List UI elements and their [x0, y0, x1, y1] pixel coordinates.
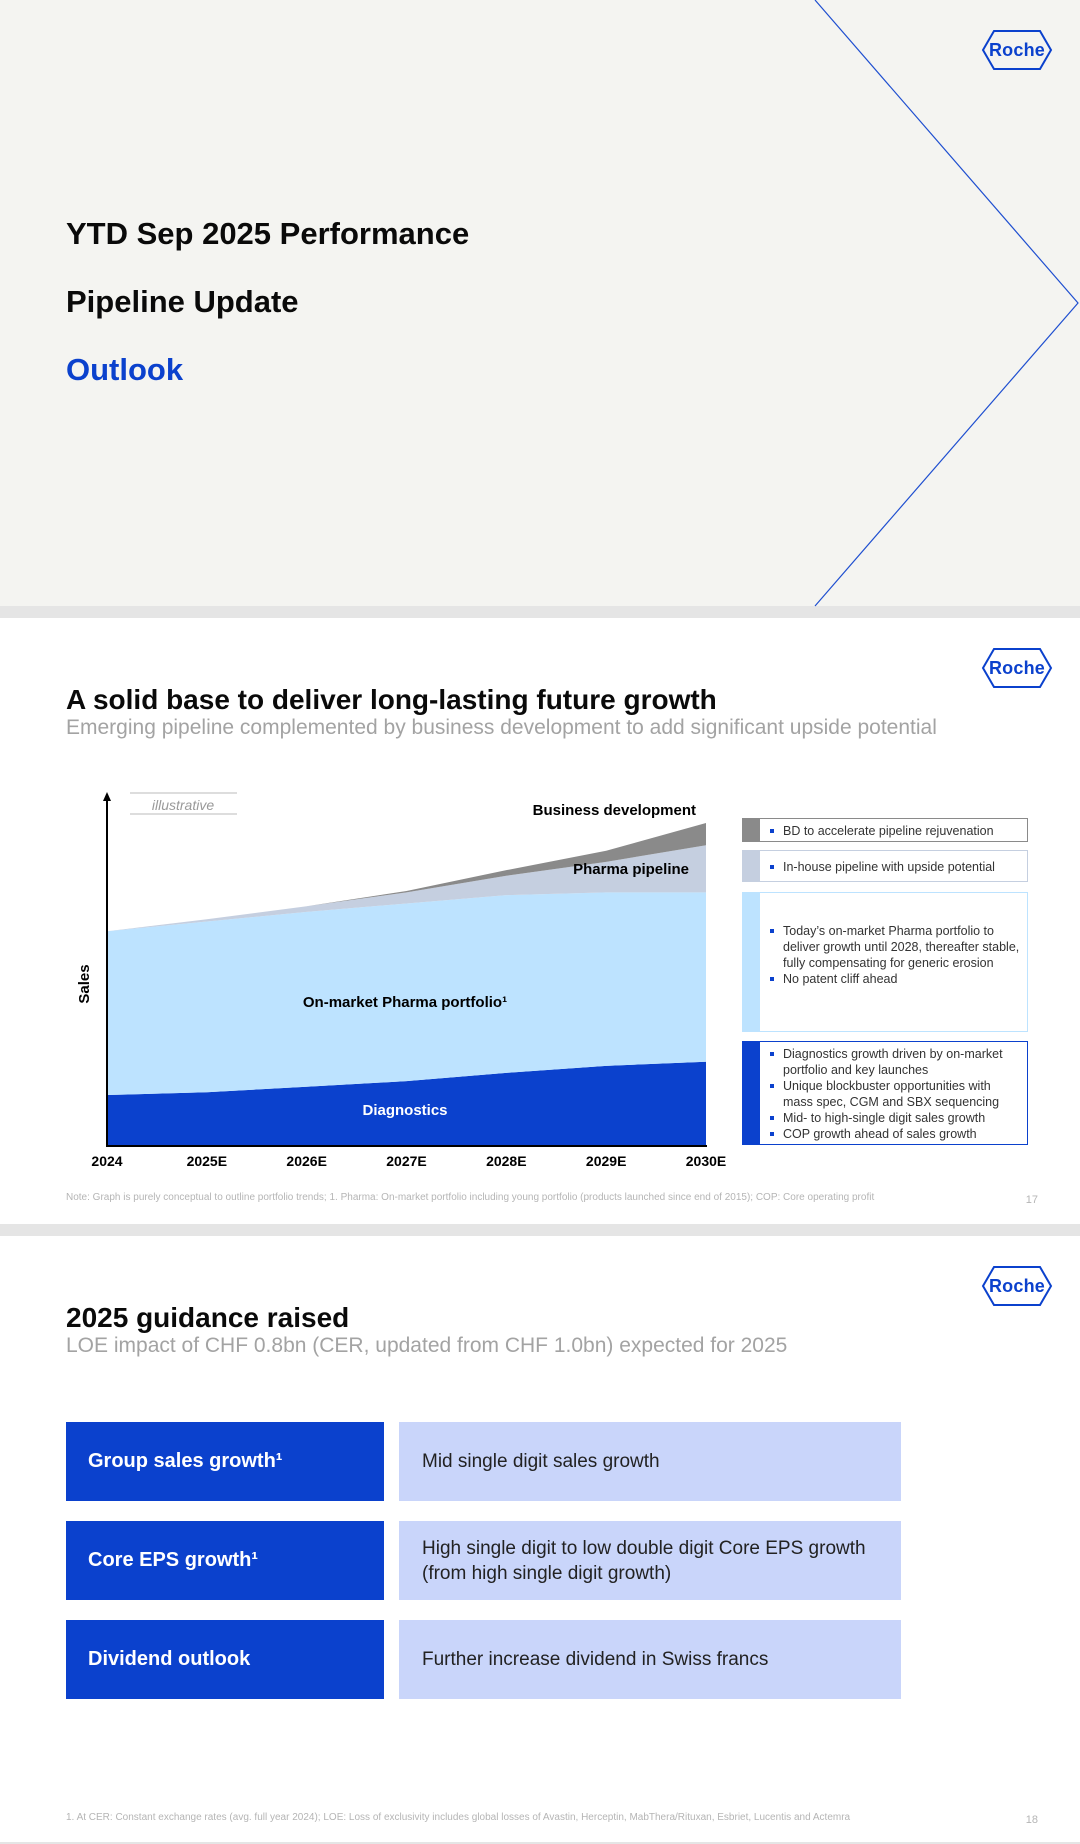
footnote: Note: Graph is purely conceptual to outline portfolio trends; 1. Pharma: On-market portfolio including young portfolio (products launched since end of 2015); COP: Core operating profit [66, 1192, 875, 1203]
legend-box-1 [742, 850, 1028, 882]
illustrative-label: illustrative [151, 797, 215, 813]
logo-text: Roche [988, 1276, 1045, 1296]
legend-swatch [743, 819, 760, 841]
legend-text [769, 923, 1021, 987]
slide-subtitle: LOE impact of CHF 0.8bn (CER, updated from CHF 1.0bn) expected for 2025 [66, 1334, 788, 1357]
guidance-label-dividend: Dividend outlook [66, 1620, 384, 1699]
legend-bullet: Diagnostics growth driven by on-market portfolio and key launches [783, 1046, 1021, 1078]
slide-growth-base [0, 618, 1080, 1224]
legend-box-3 [742, 1041, 1028, 1145]
x-tick-label: 2029E [585, 1153, 627, 1169]
y-axis-label: Sales [76, 964, 93, 1004]
logo-text: Roche [988, 658, 1045, 678]
x-tick-label: 2025E [186, 1153, 228, 1169]
guidance-label-eps: Core EPS growth¹ [66, 1521, 384, 1600]
page-number: 17 [1025, 1194, 1038, 1206]
x-tick-label: 2030E [685, 1153, 727, 1169]
legend-text [769, 859, 1021, 875]
series-label-0: Diagnostics [362, 1102, 448, 1119]
agenda-item-outlook[interactable]: Outlook [66, 352, 184, 387]
legend-bullet: Unique blockbuster opportunities with mass spec, CGM and SBX sequencing [783, 1078, 1021, 1110]
guidance-value-dividend: Further increase dividend in Swiss francs [399, 1620, 901, 1699]
agenda-item-pipeline[interactable]: Pipeline Update [66, 284, 299, 319]
slide-title: 2025 guidance raised [66, 1302, 350, 1333]
legend-text [769, 823, 1021, 839]
agenda-item-performance[interactable]: YTD Sep 2025 Performance [66, 216, 470, 251]
guidance-value-sales: Mid single digit sales growth [399, 1422, 901, 1501]
slide-title: A solid base to deliver long-lasting future growth [66, 684, 717, 715]
slide-subtitle: Emerging pipeline complemented by business development to add significant upside potential [66, 716, 937, 739]
logo-text: Roche [988, 40, 1045, 60]
series-label-2: Pharma pipeline [573, 861, 689, 878]
x-tick-label: 2024 [91, 1153, 123, 1169]
x-tick-label: 2027E [386, 1153, 427, 1169]
legend-bullet: No patent cliff ahead [783, 971, 1021, 987]
x-tick-label: 2026E [286, 1153, 327, 1169]
y-axis-arrow [103, 792, 111, 801]
series-label-1: On-market Pharma portfolio¹ [302, 994, 508, 1011]
legend-bullet: Today’s on-market Pharma portfolio to deliver growth until 2028, thereafter stable, fully compensating for generic erosion [783, 924, 1020, 970]
slide-guidance [0, 1236, 1080, 1842]
legend-swatch [743, 851, 760, 881]
legend-box-2 [742, 892, 1028, 1032]
page-number: 18 [1025, 1814, 1038, 1826]
slide-agenda [0, 0, 1080, 606]
legend-bullet: In-house pipeline with upside potential [783, 859, 1021, 875]
legend-bullet: BD to accelerate pipeline rejuvenation [783, 823, 1021, 839]
legend-text [769, 1046, 1021, 1142]
series-label-3: Business development [532, 802, 696, 819]
x-tick-label: 2028E [486, 1153, 527, 1169]
legend-swatch [743, 893, 760, 1031]
guidance-label-sales: Group sales growth¹ [66, 1422, 384, 1501]
legend-box-0 [742, 818, 1028, 842]
footnote: 1. At CER: Constant exchange rates (avg. full year 2024); LOE: Loss of exclusivity includes global losses of Avastin, Herceptin, MabThera/Rituxan, Esbriet, Lucentis and Actemra [66, 1812, 851, 1823]
legend-swatch [743, 1042, 760, 1144]
roche-logo [982, 1266, 1052, 1306]
roche-logo [982, 30, 1052, 70]
guidance-value-eps: High single digit to low double digit Core EPS growth (from high single digit growth) [399, 1521, 901, 1600]
legend-bullet: COP growth ahead of sales growth [783, 1126, 1021, 1142]
legend-bullet: Mid- to high-single digit sales growth [783, 1110, 1021, 1126]
